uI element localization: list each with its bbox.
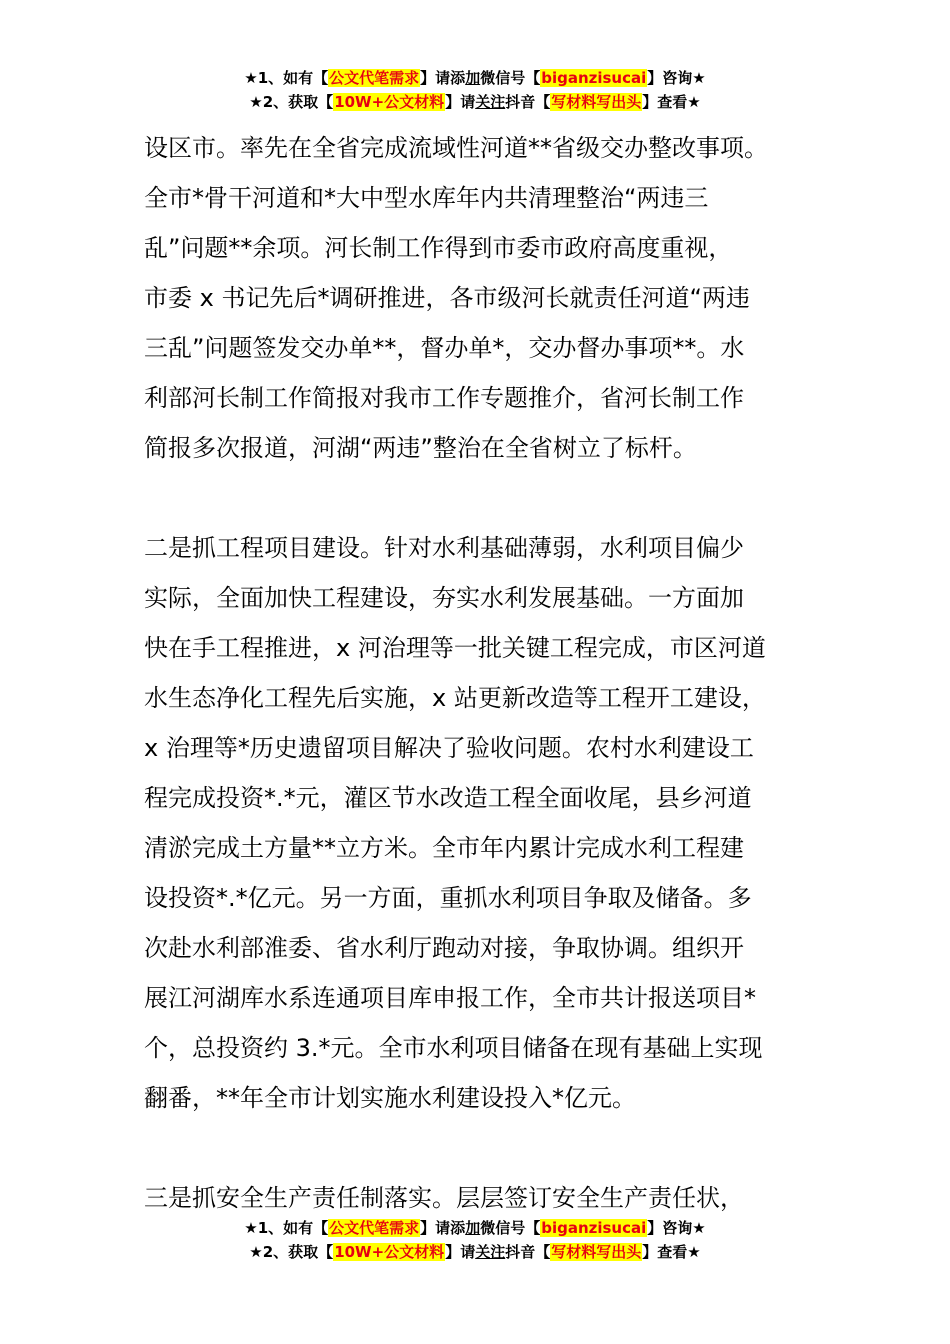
text-line: 二是抓工程项目建设。针对水利基础薄弱，水利项目偏少 (144, 534, 744, 562)
notice-line-2: ★2、获取【10W+公文材料】请关注抖音【写材料写出头】查看★ (249, 93, 701, 111)
text-line: 三是抓安全生产责任制落实。层层签订安全生产责任状， (144, 1184, 744, 1212)
highlight-wechat-id: biganzisucai (541, 1219, 647, 1237)
text-line: 程完成投资*.*元，灌区节水改造工程全面收尾，县乡河道 (144, 784, 752, 812)
notice-line-1: ★1、如有【公文代笔需求】请添加微信号【biganzisucai】咨询★ (244, 1219, 706, 1237)
text-line: 设区市。率先在全省完成流域性河道**省级交办整改事项。 (144, 134, 768, 162)
text-line: 设投资*.*亿元。另一方面，重抓水利项目争取及储备。多 (144, 884, 752, 912)
highlight-service: 公文代笔需求 (329, 69, 420, 87)
text-line: 实际，全面加快工程建设，夯实水利发展基础。一方面加 (144, 584, 744, 612)
text-line: 全市*骨干河道和*大中型水库年内共清理整治“两违三 (144, 184, 709, 212)
text-line: 三乱”问题签发交办单**，督办单*，交办督办事项**。水 (144, 334, 745, 362)
notice-line-2: ★2、获取【10W+公文材料】请关注抖音【写材料写出头】查看★ (249, 1243, 701, 1261)
text-line: 乱”问题**余项。河长制工作得到市委市政府高度重视， (144, 234, 733, 262)
header-notice (0, 66, 950, 114)
text-line: x 治理等*历史遗留项目解决了验收问题。农村水利建设工 (144, 734, 754, 762)
highlight-douyin: 写材料写出头 (551, 93, 642, 111)
paragraph-gap (144, 473, 834, 523)
paragraph-2 (144, 523, 834, 1123)
highlight-materials: 10W+公文材料 (334, 93, 445, 111)
text-line: 利部河长制工作简报对我市工作专题推介，省河长制工作 (144, 384, 744, 412)
highlight-materials: 10W+公文材料 (334, 1243, 445, 1261)
text-line: 简报多次报道，河湖“两违”整治在全省树立了标杆。 (144, 434, 697, 462)
text-line: 个，总投资约 3.*元。全市水利项目储备在现有基础上实现 (144, 1034, 763, 1062)
footer-notice (0, 1216, 950, 1264)
text-line: 次赴水利部淮委、省水利厅跑动对接，争取协调。组织开 (144, 934, 744, 962)
highlight-douyin: 写材料写出头 (551, 1243, 642, 1261)
text-line: 翻番，**年全市计划实施水利建设投入*亿元。 (144, 1084, 636, 1112)
notice-line-1: ★1、如有【公文代笔需求】请添加微信号【biganzisucai】咨询★ (244, 69, 706, 87)
text-line: 市委 x 书记先后*调研推进，各市级河长就责任河道“两违 (144, 284, 750, 312)
paragraph-1 (144, 123, 834, 473)
document-body (144, 123, 834, 1223)
highlight-service: 公文代笔需求 (329, 1219, 420, 1237)
paragraph-gap (144, 1123, 834, 1173)
text-line: 清淤完成土方量**立方米。全市年内累计完成水利工程建 (144, 834, 744, 862)
text-line: 展江河湖库水系连通项目库申报工作，全市共计报送项目* (144, 984, 756, 1012)
highlight-wechat-id: biganzisucai (541, 69, 647, 87)
text-line: 水生态净化工程先后实施，x 站更新改造等工程开工建设， (144, 684, 766, 712)
text-line: 快在手工程推进，x 河治理等一批关键工程完成，市区河道 (144, 634, 766, 662)
